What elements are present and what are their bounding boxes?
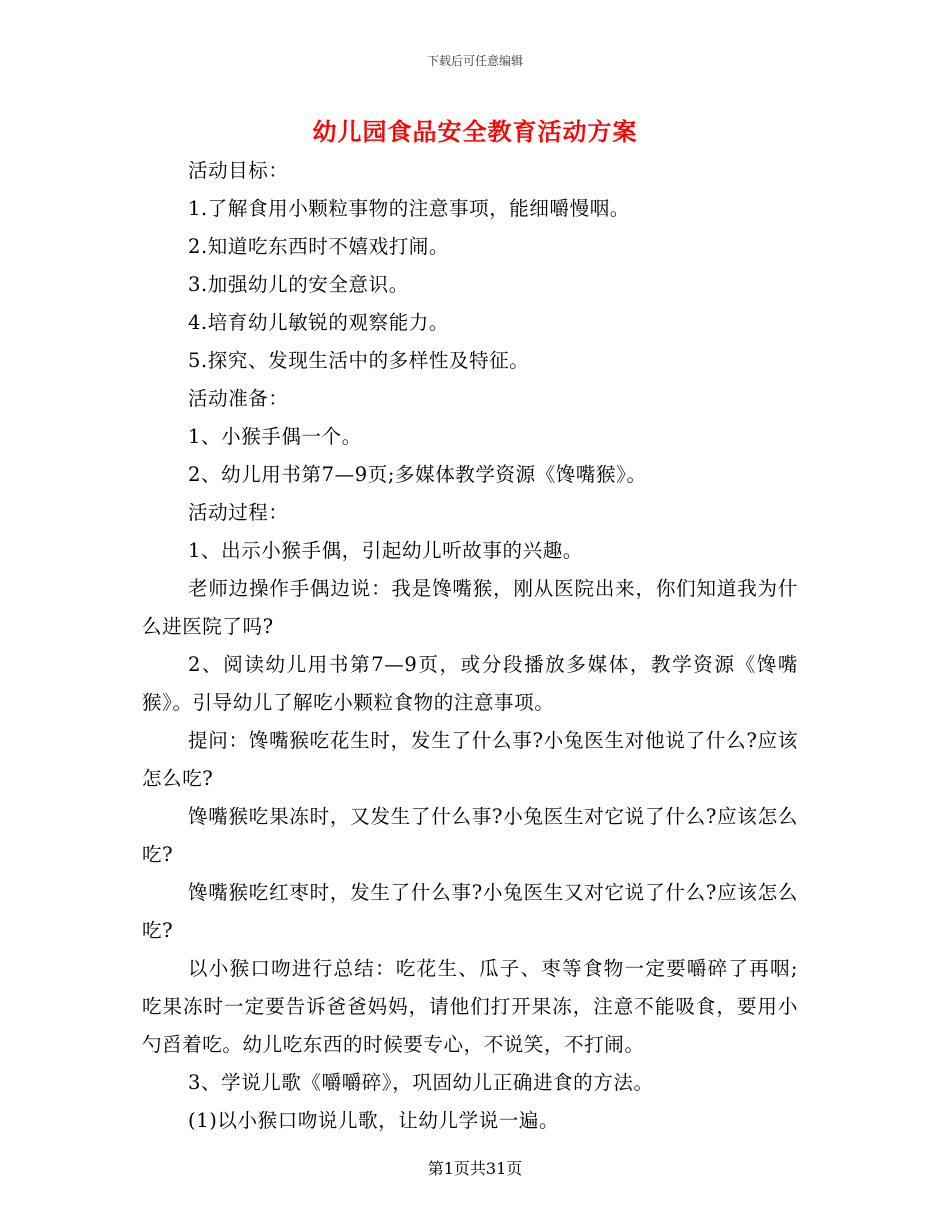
document-title: 幼儿园食品安全教育活动方案 bbox=[312, 117, 638, 146]
page-header: 下载后可任意编辑 bbox=[426, 54, 523, 68]
paragraph: 2.知道吃东西时不嬉戏打闹。 bbox=[188, 235, 450, 258]
paragraph: 5.探究、发现生活中的多样性及特征。 bbox=[188, 349, 530, 372]
paragraph: 1、出示小猴手偶，引起幼儿听故事的兴趣。 bbox=[188, 539, 583, 562]
paragraph: 老师边操作手偶边说：我是馋嘴猴，刚从医院出来，你们知道我为什么进医院了吗? bbox=[142, 577, 798, 638]
paragraph: 3、学说儿歌《嚼嚼碎》，巩固幼儿正确进食的方法。 bbox=[188, 1071, 654, 1094]
paragraph: 4.培育幼儿敏锐的观察能力。 bbox=[188, 311, 450, 334]
paragraph: (1)以小猴口吻说儿歌，让幼儿学说一遍。 bbox=[188, 1109, 560, 1132]
document-body bbox=[142, 152, 798, 1140]
page-footer: 第1页共31页 bbox=[427, 1159, 523, 1178]
paragraph: 提问：馋嘴猴吃花生时，发生了什么事?小兔医生对他说了什么?应该怎么吃? bbox=[142, 729, 798, 790]
paragraph: 活动过程： bbox=[188, 501, 289, 524]
paragraph: 1.了解食用小颗粒事物的注意事项，能细嚼慢咽。 bbox=[188, 197, 630, 220]
paragraph: 1、小猴手偶一个。 bbox=[188, 425, 362, 448]
paragraph: 馋嘴猴吃红枣时，发生了什么事?小兔医生又对它说了什么?应该怎么吃? bbox=[142, 881, 798, 942]
paragraph: 活动目标： bbox=[188, 159, 289, 182]
paragraph: 3.加强幼儿的安全意识。 bbox=[188, 273, 409, 296]
paragraph: 2、阅读幼儿用书第7—9页，或分段播放多媒体，教学资源《馋嘴猴》。引导幼儿了解吃小颗粒食物的注意事项。 bbox=[142, 653, 798, 714]
paragraph: 以小猴口吻进行总结：吃花生、瓜子、枣等食物一定要嚼碎了再咽;吃果冻时一定要告诉爸爸妈妈，请他们打开果冻，注意不能吸食，要用小勺舀着吃。幼儿吃东西的时候要专心，不说笑，不打闹。 bbox=[142, 957, 798, 1056]
paragraph: 2、幼儿用书第7—9页;多媒体教学资源《馋嘴猴》。 bbox=[188, 463, 647, 486]
paragraph: 活动准备： bbox=[188, 387, 289, 410]
paragraph: 馋嘴猴吃果冻时，又发生了什么事?小兔医生对它说了什么?应该怎么吃? bbox=[142, 805, 798, 866]
